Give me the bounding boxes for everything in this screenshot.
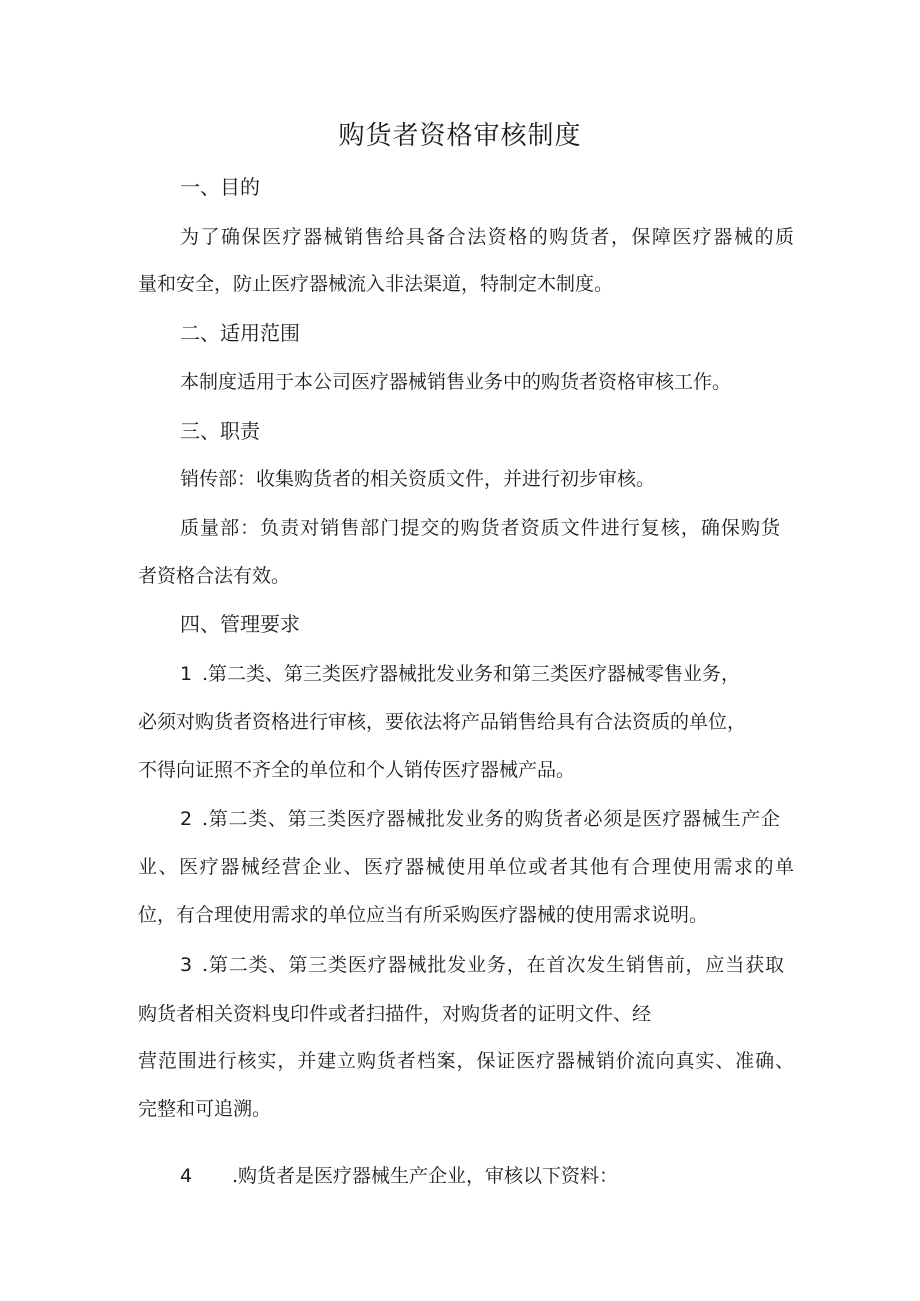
paragraph-line: 为了确保医疗器械销售给具备合法资格的购货者，保障医疗器械的质 — [180, 226, 794, 248]
list-item-number: 4 — [180, 1165, 193, 1187]
list-item-line: 必须对购货者资格进行审核，要依法将产品销售给具有合法资质的单位， — [138, 711, 747, 733]
list-item-number: 2 — [180, 808, 193, 830]
section-heading-responsibilities: 三、职责 — [180, 419, 260, 443]
list-item-line: 位，有合理使用需求的单位应当有所采购医疗器械的使用需求说明。 — [138, 904, 709, 926]
paragraph-line: 销传部：收集购货者的相关资质文件，并进行初步审核。 — [180, 468, 656, 490]
paragraph-line: 本制度适用于本公司医疗器械销售业务中的购货者资格审核工作。 — [180, 371, 732, 393]
list-item-line: 完整和可追溯。 — [138, 1098, 272, 1120]
paragraph-line: 量和安全，防止医疗器械流入非法渠道，特制定木制度。 — [138, 273, 614, 295]
paragraph-line: 质量部：负责对销售部门提交的购货者资质文件进行复核，确保购货 — [180, 517, 780, 539]
document-title: 购货者资格审核制度 — [338, 121, 582, 151]
list-item-text: .第二类、第三类医疗器械批发业务，在首次发生销售前，应当获取 — [202, 954, 784, 976]
list-item-2-line — [180, 804, 780, 834]
list-item-text: .第二类、第三类医疗器械批发业务的购货者必须是医疗器械生产企 — [202, 808, 780, 830]
section-heading-scope: 二、适用范围 — [180, 321, 300, 345]
section-heading-management-requirements: 四、管理要求 — [180, 612, 300, 636]
list-item-1-line — [180, 659, 740, 689]
list-item-text: .购货者是医疗器械生产企业，审核以下资料： — [232, 1165, 619, 1187]
list-item-line: 营范围进行核实，并建立购货者档案，保证医疗器械销价流向真实、准确、 — [138, 1050, 794, 1072]
section-heading-purpose: 一、目的 — [180, 175, 260, 199]
paragraph-line: 者资格合法有效。 — [138, 565, 291, 587]
list-item-4-line — [180, 1161, 618, 1191]
list-item-number: 1 — [180, 663, 193, 685]
list-item-line: 不得向证照不齐全的单位和个人销传医疗器械产品。 — [138, 759, 576, 781]
list-item-3-line — [180, 950, 784, 980]
list-item-line: 购货者相关资料曳印件或者扫描件，对购货者的证明文件、经 — [138, 1003, 652, 1025]
list-item-number: 3 — [180, 954, 193, 976]
list-item-text: .第二类、第三类医疗器械批发业务和第三类医疗器械零售业务， — [202, 663, 741, 685]
list-item-line: 业、医疗器械经营企业、医疗器械使用单位或者其他有合理使用需求的单 — [138, 856, 794, 878]
